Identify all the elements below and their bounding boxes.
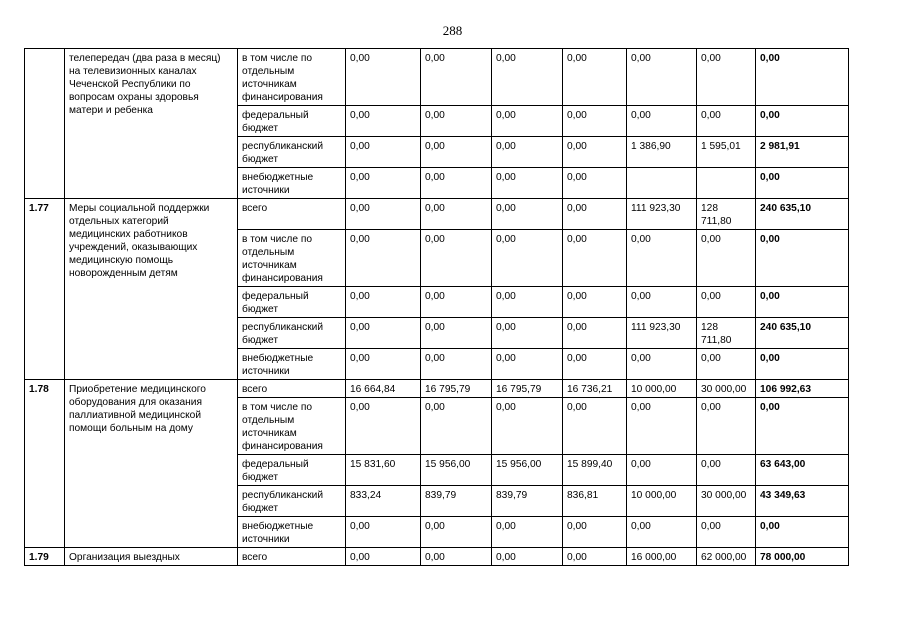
value-cell: 0,00 (346, 168, 421, 199)
value-cell: 0,00 (421, 49, 492, 106)
value-cell: 10 000,00 (627, 486, 697, 517)
total-cell: 240 635,10 (756, 199, 849, 230)
value-cell: 0,00 (421, 230, 492, 287)
value-cell: 0,00 (697, 455, 756, 486)
total-cell: 63 643,00 (756, 455, 849, 486)
value-cell: 0,00 (563, 548, 627, 566)
funding-source: в том числе по отдельным источникам финансирования (238, 398, 346, 455)
total-cell: 0,00 (756, 106, 849, 137)
value-cell: 16 795,79 (421, 380, 492, 398)
funding-source: всего (238, 380, 346, 398)
funding-source: в том числе по отдельным источникам финансирования (238, 230, 346, 287)
value-cell: 833,24 (346, 486, 421, 517)
value-cell: 0,00 (563, 168, 627, 199)
value-cell: 0,00 (627, 49, 697, 106)
total-cell: 106 992,63 (756, 380, 849, 398)
total-cell: 0,00 (756, 287, 849, 318)
page-number: 288 (442, 23, 463, 38)
item-title: телепередач (два раза в месяц) на телевизионных каналах Чеченской Республики по вопросам охраны здоровья матери и ребенка (65, 49, 238, 199)
value-cell: 128 711,80 (697, 199, 756, 230)
total-cell: 0,00 (756, 349, 849, 380)
value-cell: 16 000,00 (627, 548, 697, 566)
value-cell: 839,79 (421, 486, 492, 517)
value-cell: 0,00 (492, 230, 563, 287)
value-cell: 0,00 (421, 137, 492, 168)
total-cell: 0,00 (756, 49, 849, 106)
funding-source: республиканский бюджет (238, 486, 346, 517)
value-cell: 0,00 (346, 106, 421, 137)
value-cell: 839,79 (492, 486, 563, 517)
value-cell: 15 831,60 (346, 455, 421, 486)
total-cell: 2 981,91 (756, 137, 849, 168)
total-cell: 78 000,00 (756, 548, 849, 566)
value-cell: 0,00 (492, 287, 563, 318)
value-cell: 0,00 (627, 517, 697, 548)
value-cell: 128 711,80 (697, 318, 756, 349)
value-cell: 0,00 (697, 517, 756, 548)
value-cell: 0,00 (492, 199, 563, 230)
total-cell: 240 635,10 (756, 318, 849, 349)
value-cell: 0,00 (492, 548, 563, 566)
funding-source: республиканский бюджет (238, 318, 346, 349)
value-cell: 111 923,30 (627, 318, 697, 349)
value-cell: 0,00 (563, 49, 627, 106)
value-cell: 0,00 (421, 199, 492, 230)
value-cell: 0,00 (421, 318, 492, 349)
funding-source: всего (238, 199, 346, 230)
value-cell: 16 795,79 (492, 380, 563, 398)
value-cell: 0,00 (346, 230, 421, 287)
total-cell: 0,00 (756, 517, 849, 548)
table-row (25, 380, 849, 398)
value-cell: 0,00 (697, 230, 756, 287)
value-cell: 0,00 (563, 517, 627, 548)
value-cell: 0,00 (492, 517, 563, 548)
value-cell: 62 000,00 (697, 548, 756, 566)
value-cell: 30 000,00 (697, 486, 756, 517)
value-cell: 0,00 (421, 517, 492, 548)
value-cell: 0,00 (492, 168, 563, 199)
item-title: Приобретение медицинского оборудования для оказания паллиативной медицинской помощи больным на дому (65, 380, 238, 548)
value-cell: 16 664,84 (346, 380, 421, 398)
value-cell: 0,00 (563, 199, 627, 230)
value-cell: 0,00 (563, 106, 627, 137)
funding-source: всего (238, 548, 346, 566)
funding-source: внебюджетные источники (238, 517, 346, 548)
value-cell: 0,00 (421, 106, 492, 137)
value-cell (627, 168, 697, 199)
total-cell: 0,00 (756, 168, 849, 199)
value-cell: 0,00 (492, 318, 563, 349)
value-cell: 0,00 (697, 398, 756, 455)
value-cell: 0,00 (492, 137, 563, 168)
value-cell: 0,00 (627, 230, 697, 287)
value-cell: 0,00 (346, 318, 421, 349)
value-cell: 0,00 (421, 168, 492, 199)
value-cell: 0,00 (563, 318, 627, 349)
item-number: 1.77 (25, 199, 65, 380)
funding-source: федеральный бюджет (238, 287, 346, 318)
value-cell: 0,00 (563, 349, 627, 380)
value-cell: 16 736,21 (563, 380, 627, 398)
funding-source: федеральный бюджет (238, 106, 346, 137)
value-cell: 0,00 (346, 398, 421, 455)
total-cell: 0,00 (756, 230, 849, 287)
value-cell: 0,00 (346, 287, 421, 318)
value-cell: 0,00 (627, 349, 697, 380)
budget-table (24, 48, 849, 566)
value-cell: 0,00 (627, 106, 697, 137)
item-number: 1.78 (25, 380, 65, 548)
table-row (25, 49, 849, 106)
value-cell: 0,00 (346, 137, 421, 168)
value-cell: 0,00 (697, 349, 756, 380)
value-cell: 15 899,40 (563, 455, 627, 486)
value-cell: 0,00 (697, 287, 756, 318)
value-cell: 15 956,00 (492, 455, 563, 486)
value-cell: 836,81 (563, 486, 627, 517)
value-cell: 0,00 (627, 287, 697, 318)
funding-source: республиканский бюджет (238, 137, 346, 168)
value-cell: 0,00 (563, 398, 627, 455)
item-number: 1.79 (25, 548, 65, 566)
value-cell: 0,00 (346, 49, 421, 106)
value-cell: 1 386,90 (627, 137, 697, 168)
table-row (25, 199, 849, 230)
value-cell: 0,00 (346, 517, 421, 548)
value-cell: 0,00 (563, 230, 627, 287)
value-cell: 111 923,30 (627, 199, 697, 230)
value-cell: 0,00 (697, 49, 756, 106)
item-title: Меры социальной поддержки отдельных категорий медицинских работников учреждений, оказывающих медицинскую помощь новорожденным детям (65, 199, 238, 380)
value-cell: 0,00 (492, 106, 563, 137)
value-cell: 0,00 (627, 455, 697, 486)
value-cell: 0,00 (346, 199, 421, 230)
value-cell: 15 956,00 (421, 455, 492, 486)
value-cell: 0,00 (697, 106, 756, 137)
value-cell: 0,00 (421, 349, 492, 380)
item-title: Организация выездных (65, 548, 238, 566)
value-cell: 0,00 (492, 49, 563, 106)
value-cell: 0,00 (346, 548, 421, 566)
value-cell: 0,00 (346, 349, 421, 380)
value-cell: 0,00 (492, 349, 563, 380)
total-cell: 43 349,63 (756, 486, 849, 517)
value-cell: 0,00 (563, 137, 627, 168)
table-row (25, 548, 849, 566)
funding-source: в том числе по отдельным источникам финансирования (238, 49, 346, 106)
value-cell (697, 168, 756, 199)
budget-table-body (25, 49, 849, 566)
value-cell: 0,00 (627, 398, 697, 455)
value-cell: 10 000,00 (627, 380, 697, 398)
value-cell: 1 595,01 (697, 137, 756, 168)
value-cell: 0,00 (563, 287, 627, 318)
item-number (25, 49, 65, 199)
value-cell: 0,00 (421, 548, 492, 566)
funding-source: внебюджетные источники (238, 168, 346, 199)
total-cell: 0,00 (756, 398, 849, 455)
value-cell: 0,00 (492, 398, 563, 455)
funding-source: внебюджетные источники (238, 349, 346, 380)
value-cell: 30 000,00 (697, 380, 756, 398)
funding-source: федеральный бюджет (238, 455, 346, 486)
value-cell: 0,00 (421, 398, 492, 455)
value-cell: 0,00 (421, 287, 492, 318)
